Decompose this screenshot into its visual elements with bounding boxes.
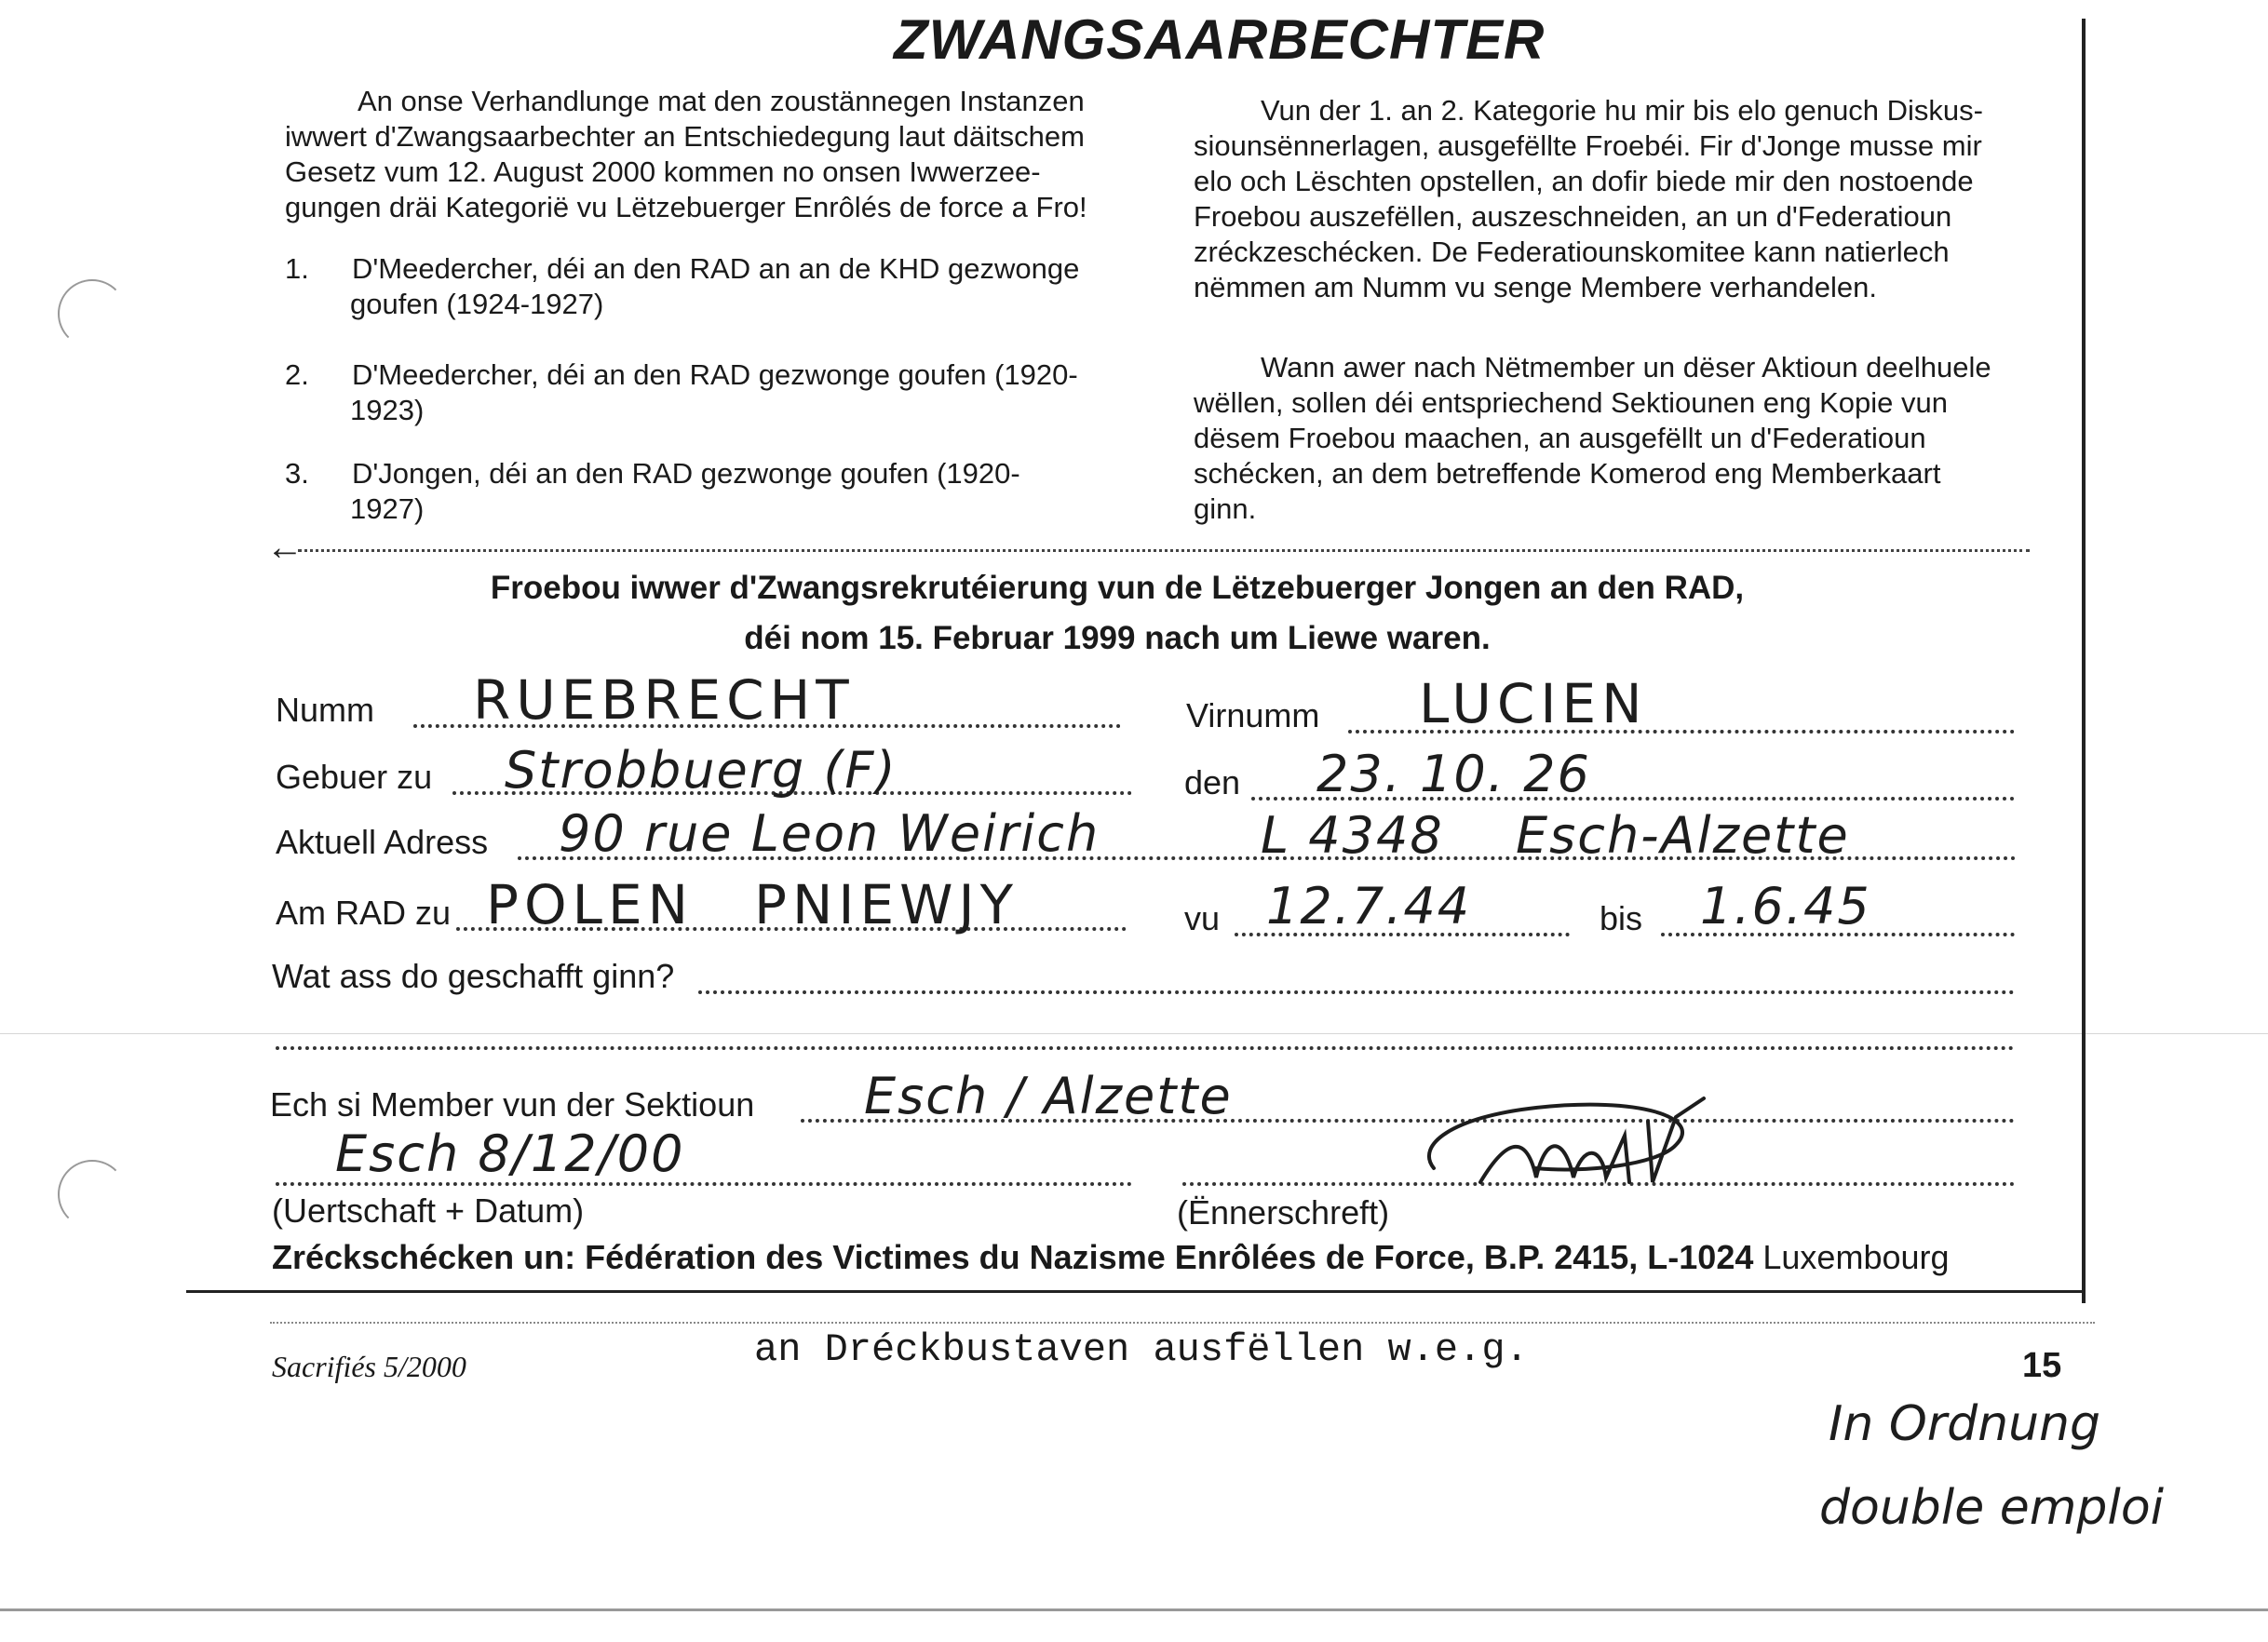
label-vu: vu <box>1184 899 1221 937</box>
paragraph-line: Vun der 1. an 2. Kategorie hu mir bis elo genuch Diskus- <box>1261 94 1983 127</box>
field-adress-city[interactable]: Esch-Alzette <box>1516 806 1850 865</box>
right-paragraph-2 <box>1194 350 1991 527</box>
scissors-arrow-icon: ← <box>266 527 304 568</box>
paragraph-line: ginn. <box>1194 492 1257 525</box>
label-adress: Aktuell Adress <box>276 823 489 861</box>
intro-line: An onse Verhandlunge mat den zoustännegen Instanzen <box>358 85 1085 117</box>
list-text: goufen (1924-1927) <box>350 288 604 320</box>
list-text: 1923) <box>350 394 425 426</box>
label-virnumm: Virnumm <box>1186 696 1320 734</box>
label-member: Ech si Member vun der Sektioun <box>270 1085 755 1124</box>
return-address <box>272 1238 1950 1277</box>
return-org: Fédération des Victimes du Nazisme Enrôlées de Force, B.P. 2415, L-1024 <box>585 1238 1754 1276</box>
field-adress-postal[interactable]: L 4348 <box>1261 806 1444 865</box>
form-border-bottom <box>186 1290 2086 1293</box>
list-number: 3. <box>285 457 309 490</box>
list-number: 1. <box>285 252 309 285</box>
paragraph-line: siounsënnerlagen, ausgefëllte Froebéi. Fir d'Jonge musse mir <box>1194 129 1982 162</box>
intro-line: Gesetz vum 12. August 2000 kommen no onsen Iwwerzee- <box>285 155 1041 188</box>
return-label: Zréckschécken un: <box>272 1238 576 1276</box>
page-number: 15 <box>2022 1346 2062 1385</box>
field-sektioun[interactable]: Esch / Alzette <box>864 1067 1233 1125</box>
category-list-item <box>285 357 1078 428</box>
form-border-right <box>2082 19 2086 1303</box>
list-text: D'Meedercher, déi an den RAD gezwonge goufen (1920- <box>352 358 1078 391</box>
list-text: D'Meedercher, déi an den RAD an an de KHD gezwonge <box>352 252 1080 285</box>
field-rad-place[interactable]: PNIEWJY <box>754 873 1019 936</box>
paragraph-line: nëmmen am Numm vu senge Membere verhandelen. <box>1194 271 1878 303</box>
field-gebuer[interactable]: Strobbuerg (F) <box>505 741 898 800</box>
signature <box>1397 1080 1825 1219</box>
category-list-item <box>285 456 1020 527</box>
return-city: Luxembourg <box>1762 1238 1950 1276</box>
footer-rule <box>270 1322 2095 1324</box>
label-bis: bis <box>1600 899 1643 937</box>
paragraph-line: Wann awer nach Nëtmember un dëser Aktioun deelhuele <box>1261 351 1991 384</box>
intro-paragraph <box>285 84 1087 225</box>
paragraph-line: schécken, an dem betreffende Komerod eng Memberkaart <box>1194 457 1941 490</box>
list-text: 1927) <box>350 492 425 525</box>
paragraph-line: dësem Froebou maachen, an ausgefëllt un d'Federatioun <box>1194 422 1926 454</box>
field-den[interactable]: 23. 10. 26 <box>1316 745 1591 803</box>
paragraph-line: wëllen, sollen déi entspriechend Sektiounen eng Kopie vun <box>1194 386 1949 419</box>
page-title: ZWANGSAARBECHTER <box>894 8 1546 71</box>
typed-instruction: an Dréckbustaven ausfëllen w.e.g. <box>754 1327 1529 1372</box>
category-list-item <box>285 251 1079 322</box>
margin-note-line-2: double emploi <box>1819 1480 2165 1536</box>
paragraph-line: elo och Lëschten opstellen, an dofir biede mir den nostoende <box>1194 165 1974 197</box>
field-geschafft-continued[interactable] <box>276 1046 2015 1050</box>
field-bis[interactable]: 1.6.45 <box>1700 877 1871 935</box>
paragraph-line: Froebou auszefëllen, auszeschneiden, an un d'Federatioun <box>1194 200 1952 233</box>
cut-line <box>298 549 2030 552</box>
form-heading-line-2: déi nom 15. Februar 1999 nach um Liewe waren. <box>744 620 1491 656</box>
margin-note-line-1: In Ordnung <box>1829 1396 2101 1452</box>
publication-name: Sacrifiés 5/2000 <box>272 1350 466 1383</box>
label-uertschaft: (Uertschaft + Datum) <box>272 1191 585 1230</box>
field-adress[interactable]: 90 rue Leon Weirich <box>559 804 1100 863</box>
form-heading-line-1: Froebou iwwer d'Zwangsrekrutéierung vun de Lëtzebuerger Jongen an den RAD, <box>490 570 1745 606</box>
field-rad-country[interactable]: POLEN <box>486 873 694 936</box>
field-virnumm[interactable]: LUCIEN <box>1419 672 1648 735</box>
label-ennerschreft: (Ënnerschreft) <box>1177 1193 1390 1232</box>
paragraph-line: zréckzeschécken. De Federatiounskomitee kann natierlech <box>1194 236 1950 268</box>
intro-line: iwwert d'Zwangsaarbechter an Entschiedegung laut däitschem <box>285 120 1085 153</box>
label-rad: Am RAD zu <box>276 894 452 932</box>
label-geschafft: Wat ass do geschafft ginn? <box>272 957 675 995</box>
field-numm[interactable]: RUEBRECHT <box>473 668 855 732</box>
field-vu[interactable]: 12.7.44 <box>1266 877 1472 935</box>
label-den: den <box>1184 763 1241 801</box>
label-gebuer: Gebuer zu <box>276 758 433 796</box>
field-uertschaft-datum[interactable]: Esch 8/12/00 <box>335 1124 685 1183</box>
list-text: D'Jongen, déi an den RAD gezwonge goufen (1920- <box>352 457 1020 490</box>
paper-fold-line <box>0 1033 2268 1034</box>
intro-line: gungen dräi Kategorië vu Lëtzebuerger Enrôlés de force a Fro! <box>285 191 1087 223</box>
label-numm: Numm <box>276 691 374 729</box>
field-geschafft[interactable] <box>698 990 2015 994</box>
punch-hole <box>58 279 127 348</box>
punch-hole <box>58 1160 127 1229</box>
right-paragraph-1 <box>1194 93 1983 305</box>
list-number: 2. <box>285 358 309 391</box>
scan-edge <box>0 1608 2268 1611</box>
